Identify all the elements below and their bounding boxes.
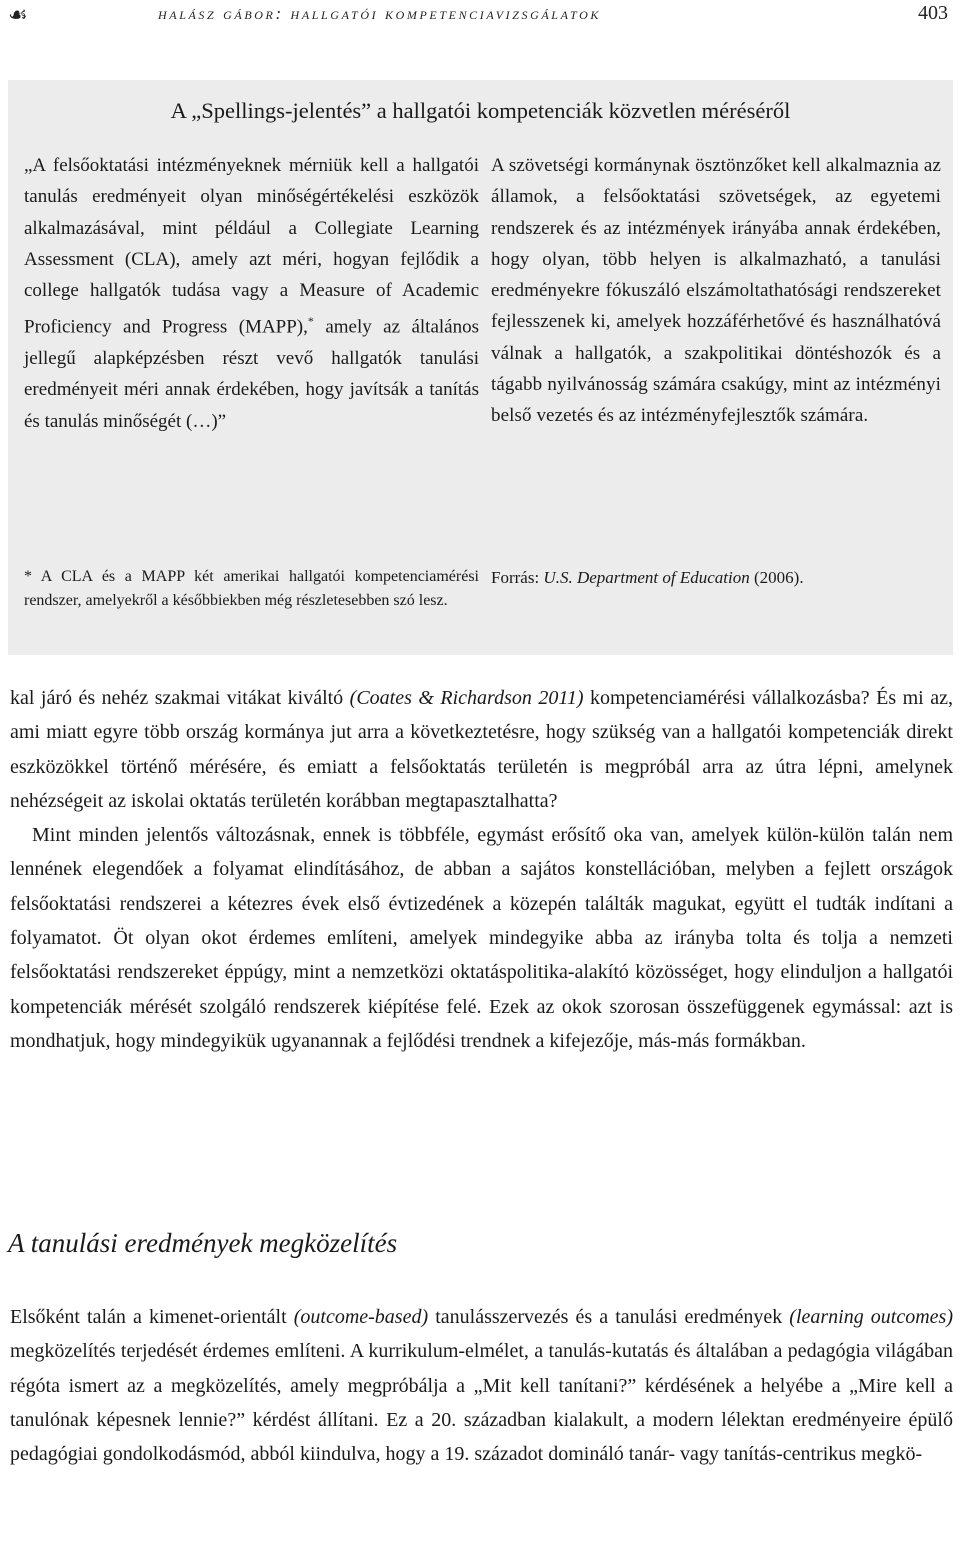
s1-text-b: tanulásszervezés és a tanulási eredmények bbox=[428, 1306, 790, 1328]
running-title: halász gábor: hallgatói kompetenciavizsgálatok bbox=[158, 4, 601, 23]
s1-text-c: megközelítés terjedését érdemes említeni. A kurrikulum-elmélet, a tanulás-kutatás és általában a pedagógia világában régóta ismert az a megközelítés, amely megpróbálja a „Mit kell tanítani?” kérdésének a helyébe a „Mire kell a tanulónak képesnek lennie?” kérdést állítani. Ez a 20. században kialakult, a modern lélektan eredményeire épülő pedagógiai gondolkodásmód, abból kiindulva, hogy a 19. századot domináló tanár- vagy tanítás-centrikus megkö- bbox=[10, 1340, 953, 1466]
section-heading: A tanulási eredmények megközelítés bbox=[8, 1228, 398, 1258]
section-paragraph-1 bbox=[10, 1300, 953, 1471]
p1-text-a: kal járó és nehéz szakmai vitákat kiváltó bbox=[10, 687, 350, 709]
s1-term-1: (outcome-based) bbox=[293, 1306, 429, 1328]
page-number: 403 bbox=[918, 2, 948, 24]
body-text bbox=[10, 681, 953, 1058]
source-title: U.S. Department of Education bbox=[543, 568, 750, 587]
footnote-mark: * bbox=[307, 314, 314, 329]
p1-text-b: kompetenciamérési vállalkozásba? És mi az, ami miatt egyre több ország kormánya jut arra a következtetésre, hogy szükség van a hallgatói kompetenciák direkt eszközökkel történő mérésére, és emiatt a felsőoktatás területén is megpróbál arra az útra lépni, amelynek nehézségeit az iskolai oktatás területén korábban megtapasztalhatta? bbox=[10, 687, 953, 812]
box-title: A „Spellings-jelentés” a hallgatói kompetenciák közvetlen méréséről bbox=[170, 98, 791, 123]
fleuron-icon: ☙ bbox=[8, 2, 28, 27]
paragraph-1 bbox=[10, 681, 953, 818]
source-label: Forrás: bbox=[491, 568, 544, 587]
source-year: (2006). bbox=[749, 568, 804, 587]
quote-text: „A felsőoktatási intézményeknek mérniük kell a hallgatói tanulás eredményeit olyan minőségértékelési eszközök alkalmazásával, mint például a Collegiate Learning Assessment (CLA), amely azt méri, hogyan fejlődik a college hallgatók tudása vagy a Measure of Academic Proficiency and Progress (MAPP), bbox=[24, 155, 479, 338]
s1-term-2: (learning outcomes) bbox=[789, 1306, 953, 1328]
box-footnote: * A CLA és a MAPP két amerikai hallgatói kompetenciamérési rendszer, amelyekről a későbbiekben még részletesebben szó lesz. bbox=[24, 568, 479, 609]
sidebar-box bbox=[8, 80, 953, 655]
section-body bbox=[10, 1300, 953, 1471]
box-right-text: A szövetségi kormánynak ösztönzőket kell alkalmaznia az államok, a felsőoktatási szövetségek, az egyetemi rendszerek és az intézmények irányába annak érdekében, hogy olyan, több helyen is alkalmazható, a tanulási eredményekre fókuszáló elszámoltathatósági rendszereket fejlesszenek ki, amelyek hozzáférhetővé és használhatóvá válnak a hallgatók, a szakpolitikai döntéshozók és a tágabb nyilvánosság számára csakúgy, mint az intézményi belső vezetés és az intézményfejlesztők számára. bbox=[491, 155, 941, 427]
box-source bbox=[491, 568, 941, 588]
citation: (Coates & Richardson 2011) bbox=[349, 687, 584, 709]
quote-text-end: amely az általános jellegű alapképzésben részt vevő hallgatók tanulási eredményeit méri annak érdekében, hogy javítsák a tanítás és tanulás minőségét (…)” bbox=[24, 316, 479, 432]
s1-text-a: Elsőként talán a kimenet-orientált bbox=[10, 1306, 294, 1328]
paragraph-2: Mint minden jelentős változásnak, ennek is többféle, egymást erősítő oka van, amelyek külön-külön talán nem lennének elegendőek a folyamat elindításához, de abban a sajátos konstellációban, melyben a fejlett országok felsőoktatási rendszerei a kétezres évek első évtizedének a közepén találták magukat, együtt el tudták indítani a folyamatot. Öt olyan okot érdemes említeni, amelyek mindegyike abba az irányba tolta és tolja a nemzeti felsőoktatási rendszereket éppúgy, mint a nemzetközi oktatáspolitika-alakító közösséget, hogy elinduljon a hallgatói kompetenciák mérését szolgáló rendszerek kiépítése felé. Ezek az okok szorosan összefüggenek egymással: azt is mondhatjuk, hogy mindegyikük ugyanannak a fejlődési trendnek a kifejezője, más-más formákban. bbox=[10, 824, 953, 1052]
box-left-quote bbox=[24, 150, 479, 437]
running-header bbox=[0, 0, 960, 40]
